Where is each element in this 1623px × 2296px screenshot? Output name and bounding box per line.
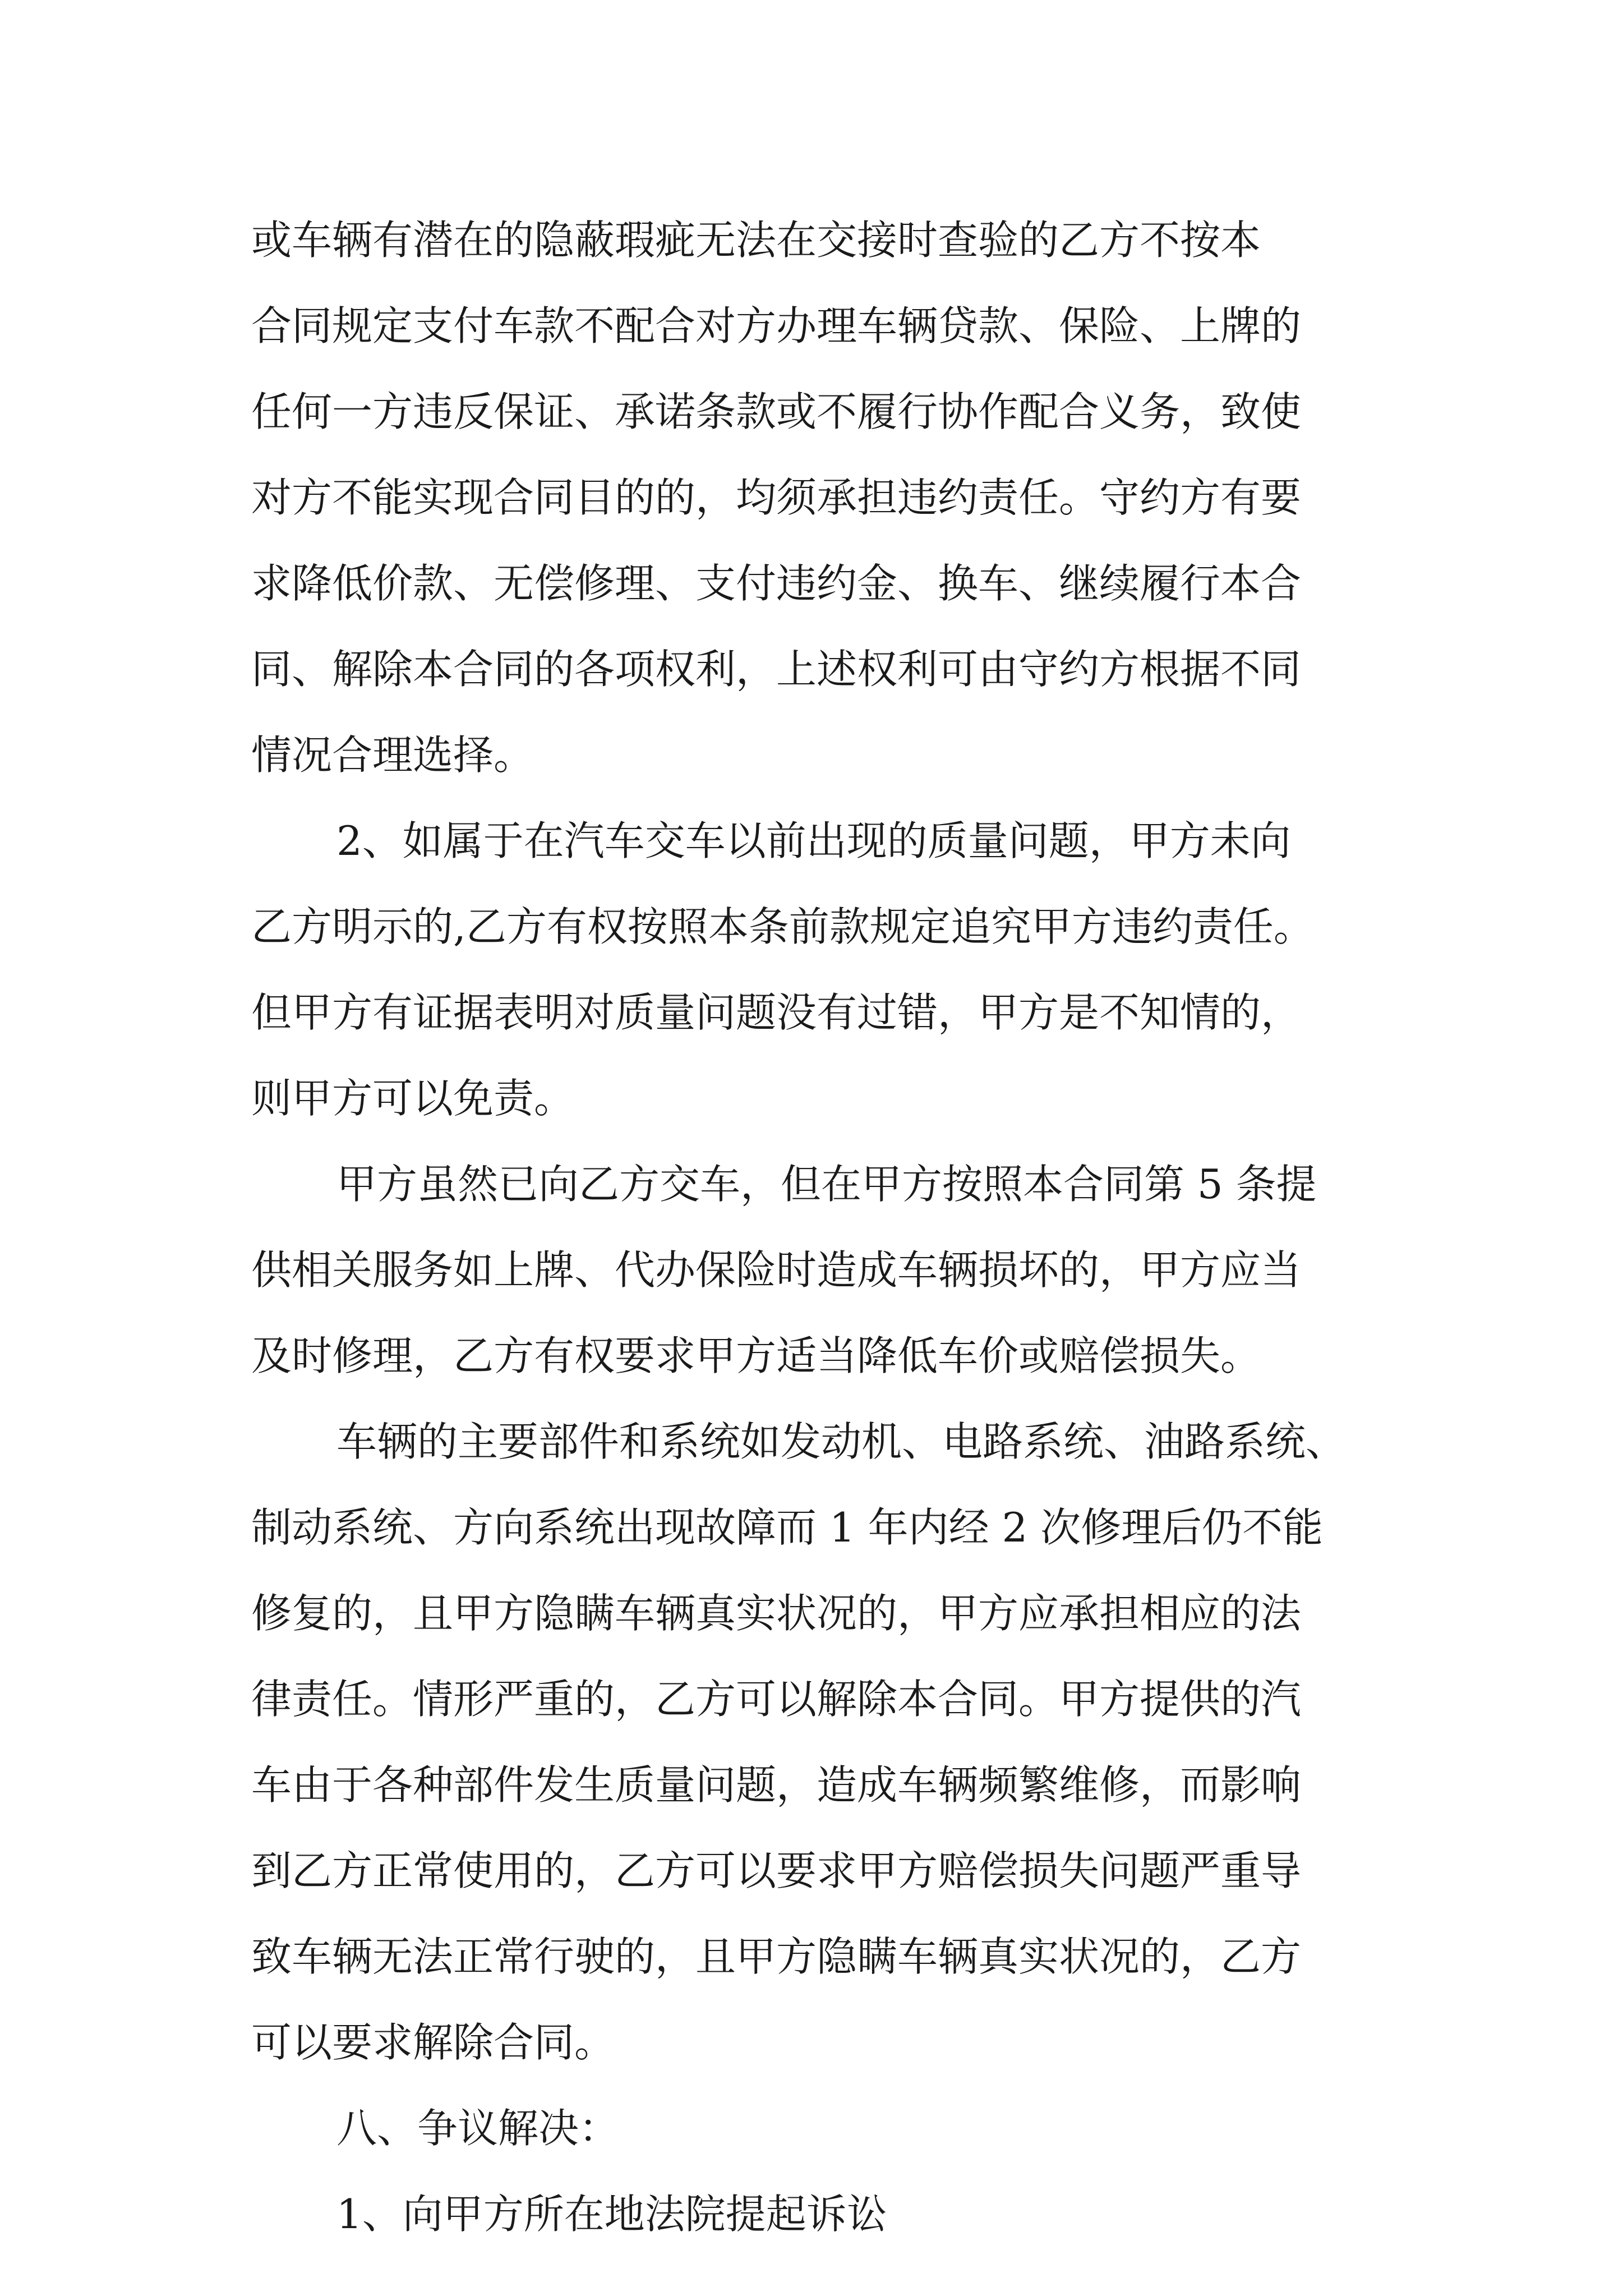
section-heading: 八、争议解决： bbox=[336, 2105, 620, 2152]
text-line: 乙方明示的,乙方有权按照本条前款规定追究甲方违约责任。 bbox=[251, 903, 1314, 950]
text-line: 律责任。情形严重的，乙方可以解除本合同。甲方提供的汽 bbox=[251, 1676, 1302, 1723]
text-line: 或车辆有潜在的隐蔽瑕疵无法在交接时查验的乙方不按本 bbox=[251, 217, 1261, 264]
text-line: 情况合理选择。 bbox=[251, 731, 534, 779]
text-line: 2、如属于在汽车交车以前出现的质量问题，甲方未向 bbox=[336, 817, 1291, 864]
text-line: 车由于各种部件发生质量问题，造成车辆频繁维修，而影响 bbox=[251, 1761, 1302, 1809]
text-line: 求降低价款、无偿修理、支付违约金、换车、继续履行本合 bbox=[251, 560, 1302, 607]
text-line: 致车辆无法正常行驶的，且甲方隐瞒车辆真实状况的，乙方 bbox=[251, 1933, 1302, 1980]
text-line: 可以要求解除合同。 bbox=[251, 2019, 615, 2066]
text-line: 及时修理，乙方有权要求甲方适当降低车价或赔偿损失。 bbox=[251, 1332, 1261, 1379]
text-line: 到乙方正常使用的，乙方可以要求甲方赔偿损失问题严重导 bbox=[251, 1847, 1302, 1894]
text-line: 1、向甲方所在地法院提起诉讼 bbox=[336, 2191, 887, 2238]
text-line: 甲方虽然已向乙方交车，但在甲方按照本合同第 5 条提 bbox=[336, 1161, 1317, 1208]
text-line: 对方不能实现合同目的的，均须承担违约责任。守约方有要 bbox=[251, 474, 1302, 521]
text-line: 但甲方有证据表明对质量问题没有过错，甲方是不知情的， bbox=[251, 989, 1302, 1036]
text-line: 车辆的主要部件和系统如发动机、电路系统、油路系统、 bbox=[336, 1418, 1347, 1465]
text-line: 制动系统、方向系统出现故障而 1 年内经 2 次修理后仍不能 bbox=[251, 1504, 1324, 1551]
text-line: 则甲方可以免责。 bbox=[251, 1075, 575, 1122]
text-line: 任何一方违反保证、承诺条款或不履行协作配合义务，致使 bbox=[251, 388, 1302, 435]
text-line: 供相关服务如上牌、代办保险时造成车辆损坏的，甲方应当 bbox=[251, 1246, 1302, 1294]
text-line: 修复的，且甲方隐瞒车辆真实状况的，甲方应承担相应的法 bbox=[251, 1590, 1302, 1637]
text-line: 同、解除本合同的各项权利，上述权利可由守约方根据不同 bbox=[251, 646, 1302, 693]
text-line: 合同规定支付车款不配合对方办理车辆贷款、保险、上牌的 bbox=[251, 302, 1302, 349]
